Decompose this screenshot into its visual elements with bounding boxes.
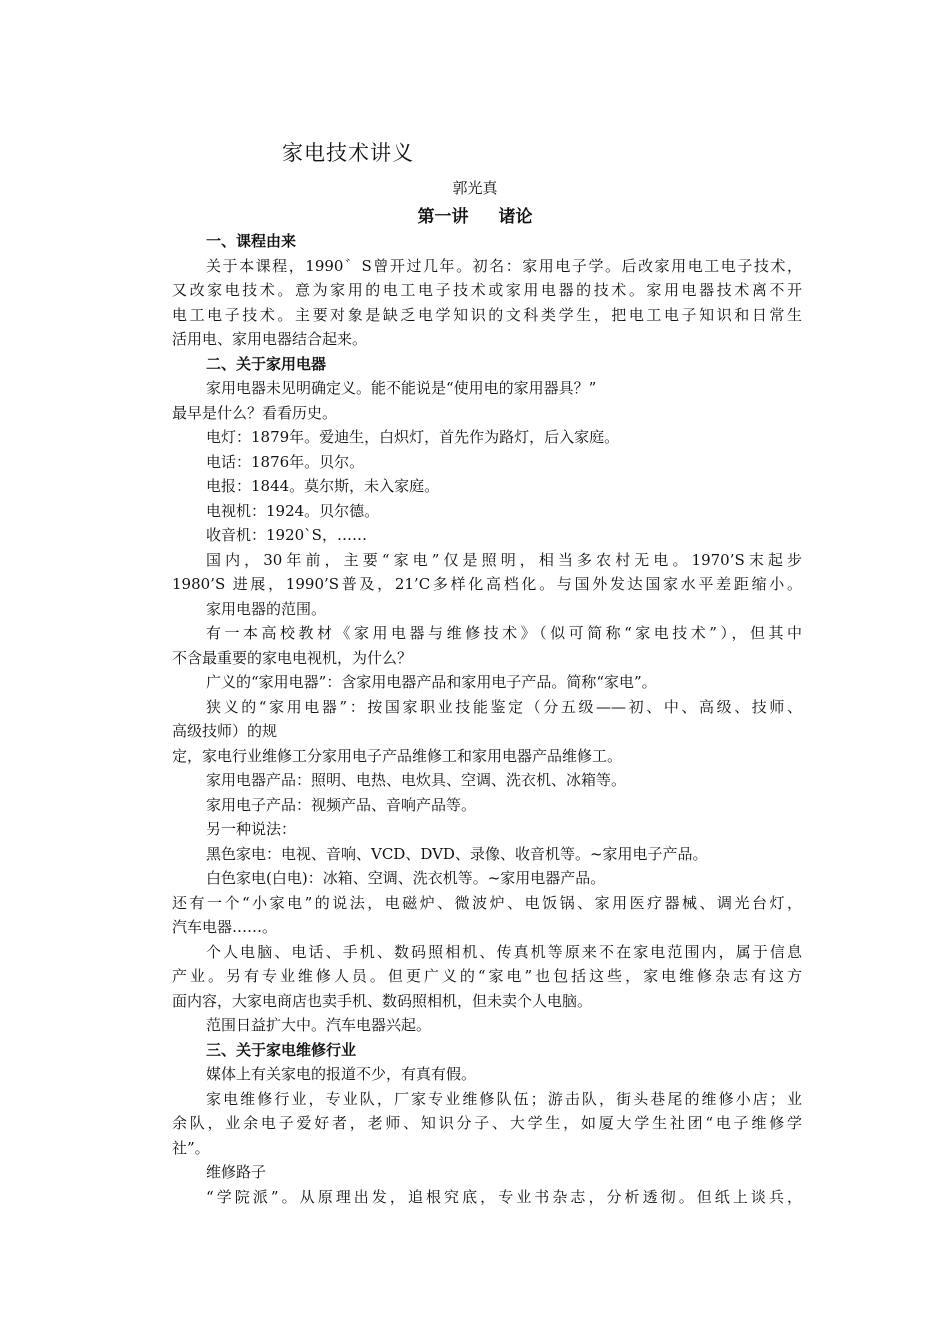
paragraph-line: 国内，30年前，主要“家电”仅是照明，相当多农村无电。1970’S末起步	[206, 550, 802, 569]
paragraph-line: 另一种说法：	[206, 820, 297, 838]
lecture-name: 诸论	[498, 207, 533, 227]
paragraph-line: 又改家电技术。意为家用的电工电子技术或家用电器的技术。家用电器技术离不开	[172, 281, 802, 299]
paragraph-line: 收音机：1920`S，……	[206, 526, 367, 544]
paragraph-line: 活用电、家用电器结合起来。	[172, 330, 368, 348]
paragraph-line: 维修路子	[206, 1163, 267, 1181]
paragraph-line: 电工电子技术。主要对象是缺乏电学知识的文科类学生，把电工电子知识和日常生	[172, 305, 802, 324]
paragraph-line: 关于本课程，1990゛S曾开过几年。初名：家用电子学。后改家用电工电子技术，	[206, 256, 802, 275]
section-heading: 一、课程由来	[206, 232, 297, 250]
paragraph-line: 余队，业余电子爱好者，老师、知识分子、大学生，如厦大学生社团“电子维修学	[172, 1114, 802, 1132]
paragraph-line: 还有一个“小家电”的说法，电磁炉、微波炉、电饭锅、家用医疗器械、调光台灯，	[172, 893, 802, 912]
lecture-number: 第一讲	[417, 207, 469, 227]
paragraph-line: “学院派”。从原理出发，追根究底，专业书杂志，分析透彻。但纸上谈兵，	[206, 1187, 802, 1206]
paragraph-line: 家电维修行业，专业队，厂家专业维修队伍；游击队，街头巷尾的维修小店；业	[206, 1089, 802, 1108]
paragraph-line: 个人电脑、电话、手机、数码照相机、传真机等原来不在家电范围内，属于信息	[206, 942, 802, 961]
author-name: 郭光真	[452, 179, 498, 197]
document-title: 家电技术讲义	[282, 141, 414, 165]
paragraph-line: 1980’S 进展，1990’S普及，21’C多样化高档化。与国外发达国家水平差距缩小。	[172, 575, 802, 593]
section-heading: 三、关于家电维修行业	[206, 1040, 357, 1059]
paragraph-line: 家用电器产品：照明、电热、电炊具、空调、洗衣机、冰箱等。	[206, 771, 627, 789]
paragraph-line: 白色家电(白电)：冰箱、空调、洗衣机等。~家用电器产品。	[206, 869, 606, 887]
paragraph-line: 有一本高校教材《家用电器与维修技术》（似可简称“家电技术”），但其中	[206, 624, 802, 642]
paragraph-line: 电视机：1924。贝尔德。	[206, 501, 380, 520]
lecture-heading	[0, 202, 950, 227]
paragraph-line: 范围日益扩大中。汽车电器兴起。	[206, 1016, 432, 1034]
paragraph-line: 家用电子产品：视频产品、音响产品等。	[206, 795, 477, 814]
paragraph-line: 电话：1876年。贝尔。	[206, 452, 365, 471]
paragraph-line: 广义的“家用电器”：含家用电器产品和家用电子产品。简称“家电”。	[206, 673, 657, 691]
body-text	[172, 229, 802, 1209]
paragraph-line: 媒体上有关家电的报道不少，有真有假。	[206, 1065, 477, 1083]
paragraph-line: 电灯：1879年。爱迪生，白炽灯，首先作为路灯，后入家庭。	[206, 428, 620, 446]
paragraph-line: 面内容，大家电商店也卖手机、数码照相机，但未卖个人电脑。	[172, 991, 593, 1010]
paragraph-line: 电报：1844。莫尔斯，未入家庭。	[206, 477, 440, 495]
paragraph-line: 汽车电器……。	[172, 918, 278, 936]
paragraph-line: 社”。	[172, 1138, 210, 1157]
paragraph-line: 产业。另有专业维修人员。但更广义的“家电”也包括这些，家电维修杂志有这方	[172, 967, 802, 985]
paragraph-line: 黑色家电：电视、音响、VCD、DVD、录像、收音机等。~家用电子产品。	[206, 844, 708, 863]
paragraph-line: 不含最重要的家电电视机，为什么？	[172, 648, 413, 667]
paragraph-line: 定，家电行业维修工分家用电子产品维修工和家用电器产品维修工。	[172, 746, 623, 765]
paragraph-line: 狭义的“家用电器”：按国家职业技能鉴定（分五级——初、中、高级、技师、	[206, 697, 802, 716]
paragraph-line: 高级技师）的规	[172, 722, 278, 740]
paragraph-line: 最早是什么？看看历史。	[172, 403, 338, 422]
paragraph-line: 家用电器未见明确定义。能不能说是“使用电的家用器具？”	[206, 379, 597, 397]
paragraph-line: 家用电器的范围。	[206, 599, 327, 618]
section-heading: 二、关于家用电器	[206, 354, 327, 373]
